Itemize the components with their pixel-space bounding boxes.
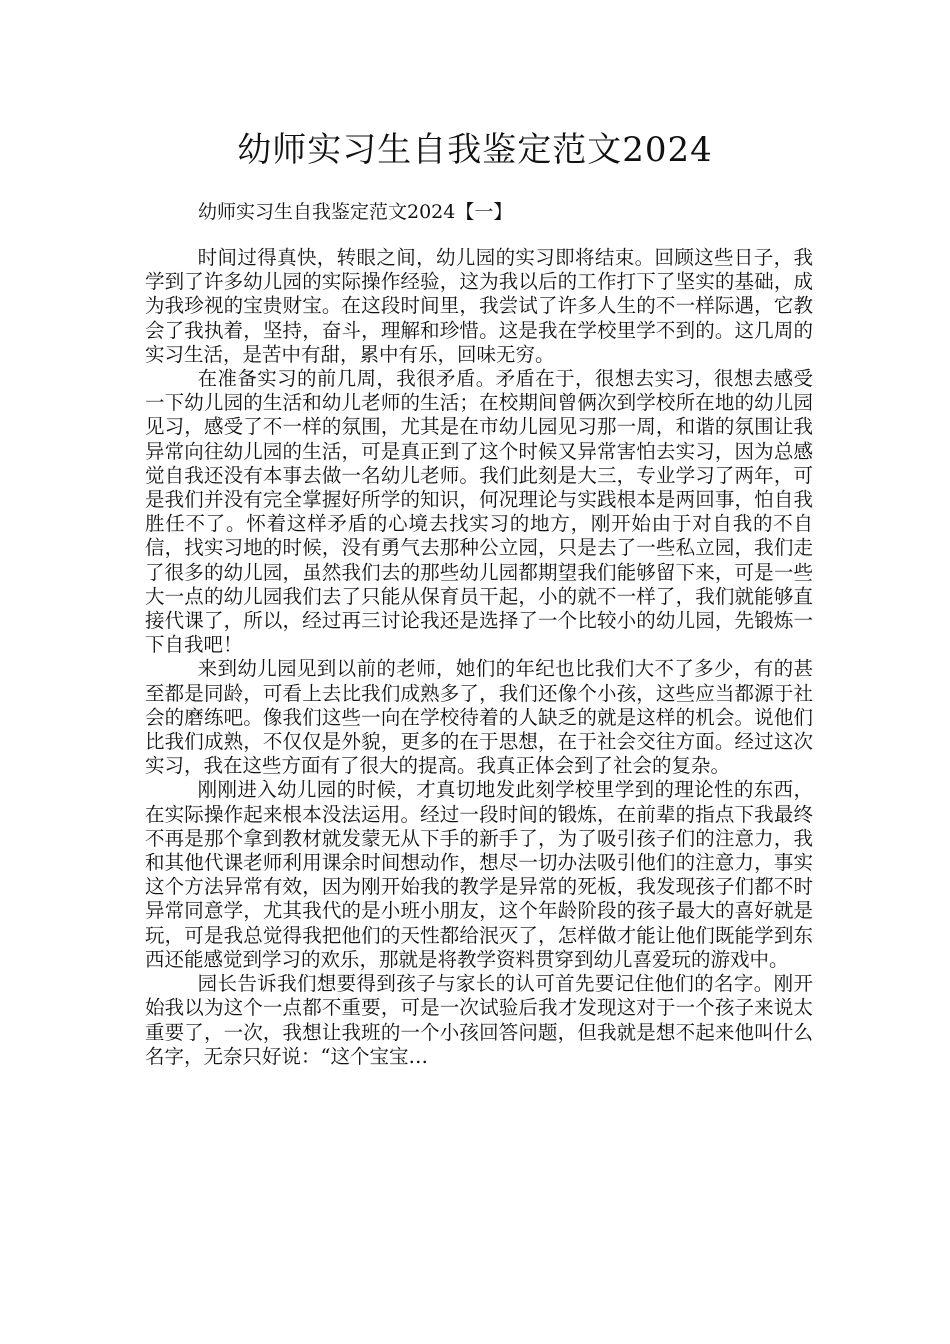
- section-heading: 幼师实习生自我鉴定范文2024【一】: [198, 201, 513, 223]
- body-text: [145, 246, 813, 1069]
- paragraph: 刚刚进入幼儿园的时候，才真切地发此刻学校里学到的理论性的东西，在实际操作起来根本没法运用。经过一段时间的锻炼，在前辈的指点下我最终不再是那个拿到教材就发蒙无从下手的新手了，为了吸引孩子们的注意力，我和其他代课老师利用课余时间想动作，想尽一切办法吸引他们的注意力，事实这个方法异常有效，因为刚开始我的教学是异常的死板，我发现孩子们都不时异常同意学，尤其我代的是小班小朋友，这个年龄阶段的孩子最大的喜好就是玩，可是我总觉得我把他们的天性都给泯灭了，怎样做才能让他们既能学到东西还能感觉到学习的欢乐，那就是将教学资料贯穿到幼儿喜爱玩的游戏中。: [145, 778, 813, 971]
- paragraph: 园长告诉我们想要得到孩子与家长的认可首先要记住他们的名字。刚开始我以为这个一点都不重要，可是一次试验后我才发现这对于一个孩子来说太重要了，一次，我想让我班的一个小孩回答问题，但我就是想不起来他叫什么名字，无奈只好说：“这个宝宝…: [145, 972, 813, 1068]
- document-title: 幼师实习生自我鉴定范文2024: [237, 130, 713, 170]
- paragraph: 在准备实习的前几周，我很矛盾。矛盾在于，很想去实习，很想去感受一下幼儿园的生活和幼儿老师的生活；在校期间曾俩次到学校所在地的幼儿园见习，感受了不一样的氛围，尤其是在市幼儿园见习那一周，和谐的氛围让我异常向往幼儿园的生活，可是真正到了这个时候又异常害怕去实习，因为总感觉自我还没有本事去做一名幼儿老师。我们此刻是大三，专业学习了两年，可是我们并没有完全掌握好所学的知识，何况理论与实践根本是两回事，怕自我胜任不了。怀着这样矛盾的心境去找实习的地方，刚开始由于对自我的不自信，找实习地的时候，没有勇气去那种公立园，只是去了一些私立园，我们走了很多的幼儿园，虽然我们去的那些幼儿园都期望我们能够留下来，可是一些大一点的幼儿园我们去了只能从保育员干起，小的就不一样了，我们就能够直接代课了，所以，经过再三讨论我还是选择了一个比较小的幼儿园，先锻炼一下自我吧！: [145, 367, 813, 657]
- paragraph: 来到幼儿园见到以前的老师，她们的年纪也比我们大不了多少，有的甚至都是同龄，可看上去比我们成熟多了，我们还像个小孩，这些应当都源于社会的磨练吧。像我们这些一向在学校待着的人缺乏的就是这样的机会。说他们比我们成熟，不仅仅是外貌，更多的在于思想，在于社会交往方面。经过这次实习，我在这些方面有了很大的提高。我真正体会到了社会的复杂。: [145, 657, 813, 778]
- paragraph: 时间过得真快，转眼之间，幼儿园的实习即将结束。回顾这些日子，我学到了许多幼儿园的实际操作经验，这为我以后的工作打下了坚实的基础，成为我珍视的宝贵财宝。在这段时间里，我尝试了许多人生的不一样际遇，它教会了我执着，坚持，奋斗，理解和珍惜。这是我在学校里学不到的。这几周的实习生活，是苦中有甜，累中有乐，回味无穷。: [145, 246, 813, 366]
